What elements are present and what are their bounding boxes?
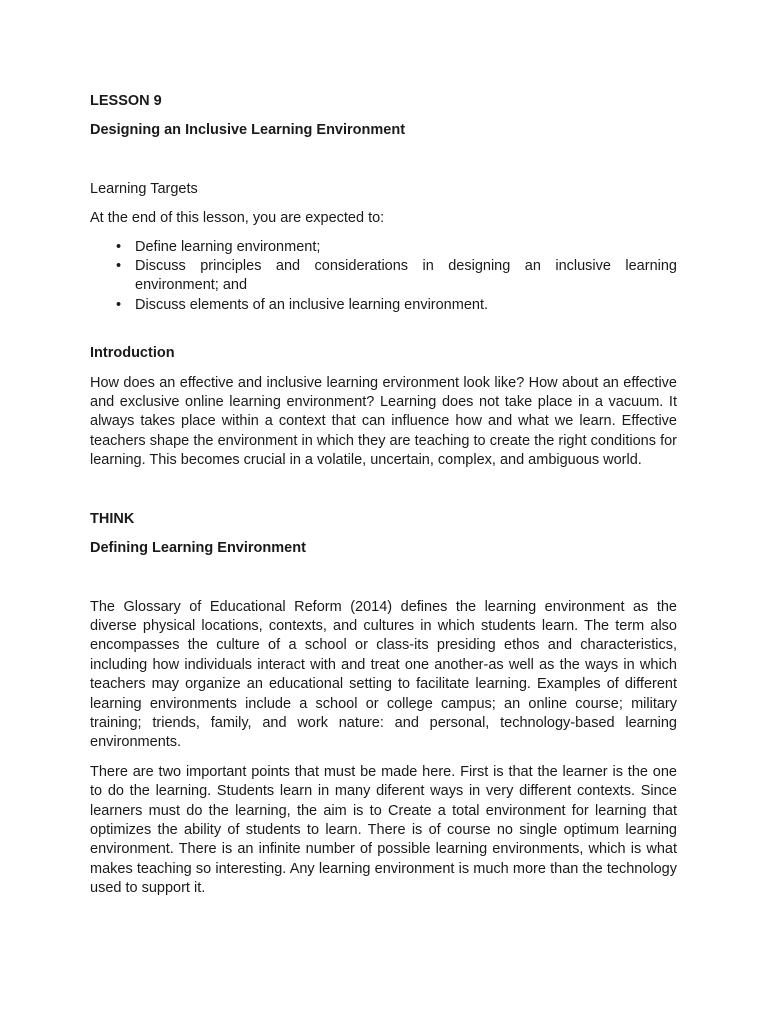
lesson-title: Designing an Inclusive Learning Environment: [90, 122, 406, 139]
introduction-paragraph: How does an effective and inclusive learning ervironment look like? How about an effective and exclusive online learning environment? Learning does not take place in a vacuum. It always takes place within a context that can influence how and what we learn. Effective teachers shape the environment in which they are teaching to create the right conditions for learning. This becomes crucial in a volatile, uncertain, complex, and ambiguous world.: [90, 374, 677, 469]
think-subheading: Defining Learning Environment: [90, 540, 306, 557]
list-item: • Discuss principles and considerations in designing an inclusive learning environment; and: [135, 257, 677, 296]
learning-targets-list: [90, 238, 677, 316]
think-label: THINK: [90, 510, 135, 527]
learning-targets-heading: Learning Targets: [90, 180, 198, 197]
document-page: [90, 92, 677, 899]
list-item: • Define learning environment;: [135, 238, 677, 257]
think-paragraph-1: The Glossary of Educational Reform (2014) defines the learning environment as the diverse physical locations, contexts, and cultures in which students learn. The term also encompasses the culture of a school or class-its presiding ethos and characteristics, including how individuals interact with and treat one another-as well as the ways in which teachers may organize an educational setting to facilitate learning. Examples of different learning environments include a school or college campus; an online course; military training; triends, family, and work nature: and personal, technology-based learning environments.: [90, 598, 677, 751]
list-item: • Discuss elements of an inclusive learning environment.: [135, 296, 677, 315]
lesson-number: LESSON 9: [90, 93, 162, 109]
think-paragraph-2: There are two important points that must be made here. First is that the learner is the one to do the learning. Students learn in many diferent ways in very different contexts. Since learners must do the learning, the aim is to Create a total environment for learning that optimizes the ability of students to learn. There is of course no single optimum learning environment. There is an infinite number of possible learning environments, which is what makes teaching so interesting. Any learning environment is much more than the technology used to support it.: [90, 763, 677, 897]
learning-targets-intro: At the end of this lesson, you are expected to:: [90, 210, 385, 227]
introduction-heading: Introduction: [90, 345, 175, 362]
